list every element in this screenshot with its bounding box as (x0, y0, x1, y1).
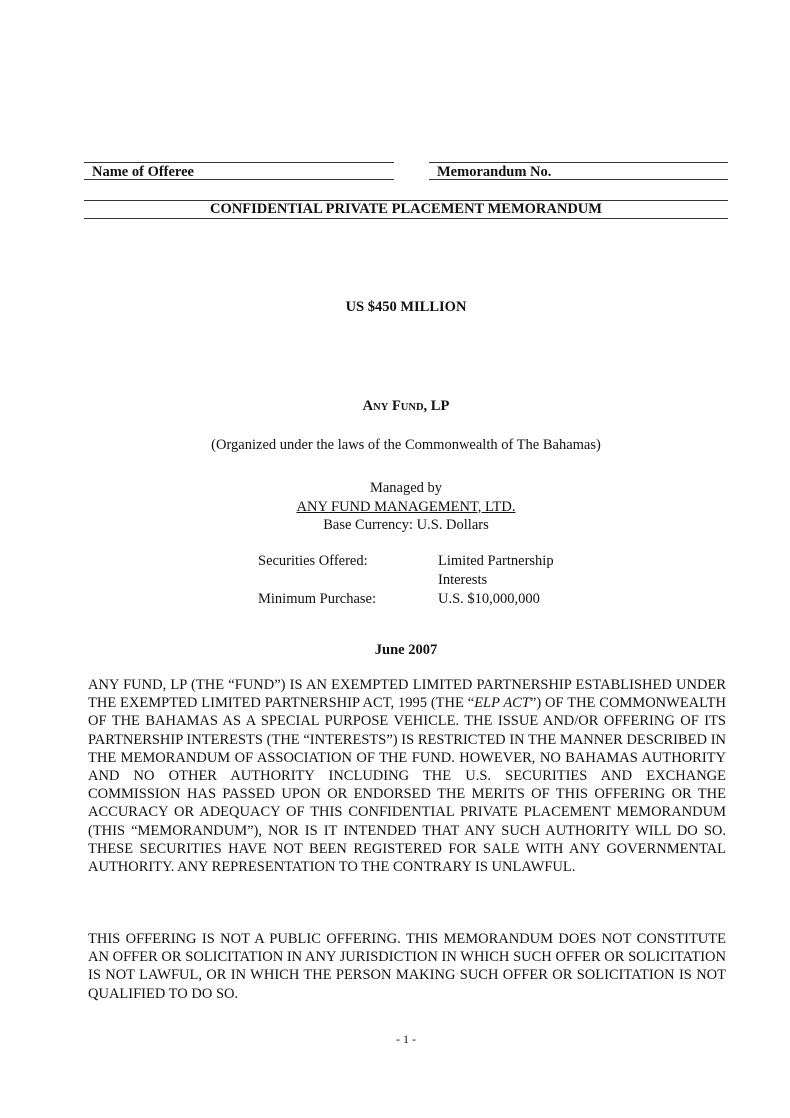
offering-amount: US $450 MILLION (345, 299, 467, 315)
terms-row-minimum (258, 590, 588, 609)
managed-by-label: Managed by (369, 480, 443, 496)
offering-date: June 2007 (374, 642, 438, 658)
document-title: CONFIDENTIAL PRIVATE PLACEMENT MEMORANDUM (84, 200, 728, 219)
memorandum-number-label: Memorandum No. (437, 164, 552, 180)
offeree-name-field (84, 162, 394, 180)
terms-value: U.S. $10,000,000 (438, 591, 540, 607)
terms-label: Securities Offered: (258, 553, 368, 569)
offeree-name-label: Name of Offeree (92, 164, 194, 180)
base-currency: Base Currency: U.S. Dollars (323, 517, 489, 533)
terms-table (258, 552, 588, 609)
page-number: - 1 - (396, 1032, 416, 1046)
organization-statement: (Organized under the laws of the Commonwealth of The Bahamas) (211, 437, 601, 453)
terms-value: Limited Partnership Interests (438, 553, 554, 588)
terms-row-securities (258, 552, 588, 590)
manager-block (84, 479, 728, 535)
fund-name: ANY FUND, LP (362, 398, 450, 414)
terms-label: Minimum Purchase: (258, 591, 377, 607)
disclaimer-paragraph-1: ANY FUND, LP (THE “FUND”) IS AN EXEMPTED LIMITED PARTNERSHIP ESTABLISHED UNDER THE EXEMPTED LIMITED PARTNERSHIP ACT, 1995 (THE “ELP ACT”) OF THE COMMONWEALTH OF THE BAHAMAS AS A SPECIAL PURPOSE VEHICLE. THE ISSUE AND/OR OFFERING OF ITS PARTNERSHIP INTERESTS (THE “INTERESTS”) IS RESTRICTED IN THE MANNER DESCRIBED IN THE MEMORANDUM OF ASSOCIATION OF THE FUND. HOWEVER, NO BAHAMAS AUTHORITY AND NO OTHER AUTHORITY INCLUDING THE U.S. SECURITIES AND EXCHANGE COMMISSION HAS PASSED UPON OR ENDORSED THE MERITS OF THIS OFFERING OR THE ACCURACY OR ADEQUACY OF THIS CONFIDENTIAL PRIVATE PLACEMENT MEMORANDUM (THIS “MEMORANDUM”), NOR IS IT INTENDED THAT ANY SUCH AUTHORITY WILL DO SO. THESE SECURITIES HAVE NOT BEEN REGISTERED FOR SALE WITH ANY GOVERNMENTAL AUTHORITY. ANY REPRESENTATION TO THE CONTRARY IS UNLAWFUL. (88, 677, 727, 876)
manager-name: ANY FUND MANAGEMENT, LTD. (296, 498, 516, 515)
disclaimer-paragraph-2: THIS OFFERING IS NOT A PUBLIC OFFERING. THIS MEMORANDUM DOES NOT CONSTITUTE AN OFFER OR SOLICITATION IN ANY JURISDICTION IN WHICH SUCH OFFER OR SOLICITATION IS NOT LAWFUL, OR IN WHICH THE PERSON MAKING SUCH OFFER OR SOLICITATION IS NOT QUALIFIED TO DO SO. (88, 931, 726, 1002)
memorandum-number-field (429, 162, 728, 180)
